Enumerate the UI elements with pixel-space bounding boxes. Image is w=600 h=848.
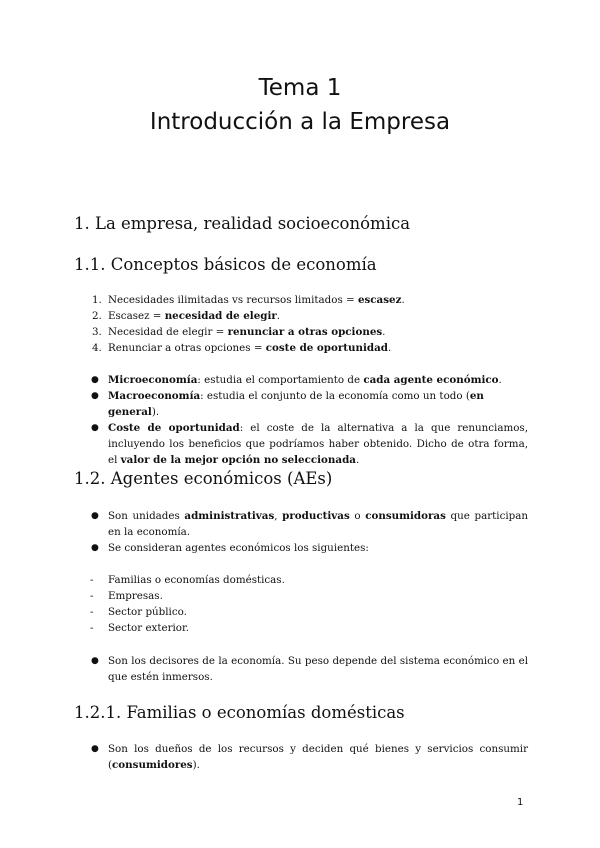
- numbered-item: 4. Renunciar a otras opciones = coste de oportunidad.: [92, 342, 392, 354]
- bullet-dot-icon: ●: [91, 656, 99, 666]
- bullet-dot-icon: ●: [91, 744, 99, 754]
- bullet-item-micro: ● Microeconomía: estudia el comportamiento de cada agente económico.: [91, 374, 502, 386]
- bullet-item-deciders: ● Son los decisores de la economía. Su peso depende del sistema económico en el que estén inmersos.: [91, 655, 528, 683]
- dash-item: - Empresas.: [90, 590, 163, 602]
- dash-icon: -: [90, 622, 94, 634]
- bullet-dot-icon: ●: [91, 375, 99, 385]
- dash-item: - Sector exterior.: [90, 622, 190, 634]
- bullet-list-families: [92, 741, 528, 773]
- bullet-item-coste: ● Coste de oportunidad: el coste de la alternativa a la que renunciamos, incluyendo los beneficios que podríamos haber obtenido. Dicho de otra forma, el valor de la mejor opción no seleccionada.: [91, 422, 528, 466]
- bullet-dot-icon: ●: [91, 423, 99, 433]
- bullet-item-considered: ● Se consideran agentes económicos los siguientes:: [91, 542, 369, 554]
- dash-icon: -: [90, 574, 94, 586]
- numbered-item: 1. Necesidades ilimitadas vs recursos limitados = escasez.: [92, 294, 405, 306]
- document-title-line-2: Introducción a la Empresa: [149, 109, 451, 135]
- bullet-dot-icon: ●: [91, 511, 99, 521]
- page-number: 1: [517, 797, 524, 808]
- numbered-item: 2. Escasez = necesidad de elegir.: [92, 310, 281, 322]
- section-heading-1-2-1: 1.2.1. Familias o economías domésticas: [74, 703, 405, 722]
- bullet-list-agents: [92, 508, 528, 556]
- bullet-list-concepts: [92, 372, 528, 468]
- dash-icon: -: [90, 606, 94, 618]
- bullet-list-deciders: [92, 653, 528, 685]
- dash-item: - Familias o economías domésticas.: [90, 574, 285, 586]
- dash-item: - Sector público.: [90, 606, 187, 618]
- dash-icon: -: [90, 590, 94, 602]
- dash-list-agents: [92, 572, 528, 636]
- bullet-item-owners: ● Son los dueños de los recursos y deciden qué bienes y servicios consumir (consumidores).: [91, 743, 528, 771]
- bullet-item-units: ● Son unidades administrativas, productivas o consumidoras que participan en la economía.: [91, 510, 528, 538]
- bullet-dot-icon: ●: [91, 391, 99, 401]
- section-heading-1: 1. La empresa, realidad socioeconómica: [74, 214, 411, 233]
- numbered-item: 3. Necesidad de elegir = renunciar a otras opciones.: [92, 326, 386, 338]
- bullet-item-macro: ● Macroeconomía: estudia el conjunto de la economía como un todo (en general).: [91, 390, 484, 418]
- section-heading-1-2: 1.2. Agentes económicos (AEs): [74, 469, 333, 488]
- bullet-dot-icon: ●: [91, 543, 99, 553]
- document-title-line-1: Tema 1: [258, 75, 342, 101]
- numbered-list: [92, 292, 528, 356]
- section-heading-1-1: 1.1. Conceptos básicos de economía: [74, 255, 377, 274]
